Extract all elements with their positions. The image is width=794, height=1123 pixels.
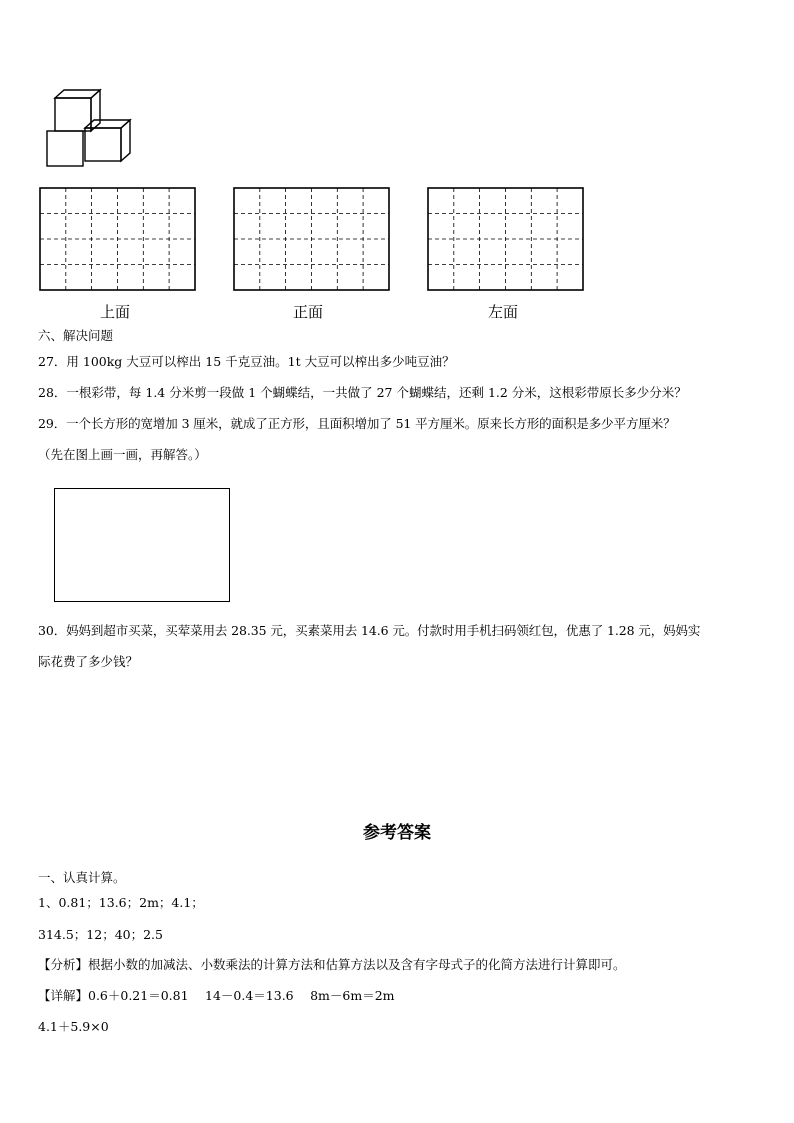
question-29: 29．一个长方形的宽增加 3 厘米，就成了正方形，且面积增加了 51 平方厘米。原来长方形的面积是多少平方厘米？	[38, 416, 676, 431]
answer-1-line1: 1、0.81；13.6；2m；4.1；	[38, 895, 204, 910]
question-28: 28．一根彩带，每 1.4 分米剪一段做 1 个蝴蝶结，一共做了 27 个蝴蝶结，还剩 1.2 分米，这根彩带原长多少分米？	[38, 385, 687, 400]
drawing-rectangle[interactable]	[54, 488, 230, 602]
answer-detail-2: 4.1＋5.9×0	[38, 1019, 109, 1034]
answer-analysis: 【分析】根据小数的加减法、小数乘法的计算方法和估算方法以及含有字母式子的化简方法进行计算即可。	[38, 957, 626, 972]
label-front-view: 正面	[293, 303, 324, 321]
grid-front-view[interactable]	[233, 187, 391, 292]
answer-1-line2: 314.5；12；40；2.5	[38, 927, 163, 942]
answers-section1-heading: 一、认真计算。	[38, 870, 126, 885]
answer-detail: 【详解】0.6＋0.21＝0.81 14－0.4＝13.6 8m－6m＝2m	[38, 988, 395, 1003]
grid-top-view[interactable]	[39, 187, 197, 292]
question-30-line1: 30．妈妈到超市买菜，买荤菜用去 28.35 元，买素菜用去 14.6 元。付款时用手机扫码领红包，优惠了 1.28 元，妈妈实	[38, 623, 701, 638]
cube-figure	[44, 88, 134, 172]
answers-title: 参考答案	[363, 823, 431, 843]
label-left-view: 左面	[488, 303, 519, 321]
question-27: 27．用 100kg 大豆可以榨出 15 千克豆油。1t 大豆可以榨出多少吨豆油？	[38, 354, 455, 369]
grid-left-view[interactable]	[427, 187, 585, 292]
question-30-line2: 际花费了多少钱？	[38, 654, 139, 669]
label-top-view: 上面	[100, 303, 131, 321]
question-29-note: （先在图上画一画，再解答。）	[38, 447, 207, 462]
section-heading: 六、解决问题	[38, 328, 114, 343]
